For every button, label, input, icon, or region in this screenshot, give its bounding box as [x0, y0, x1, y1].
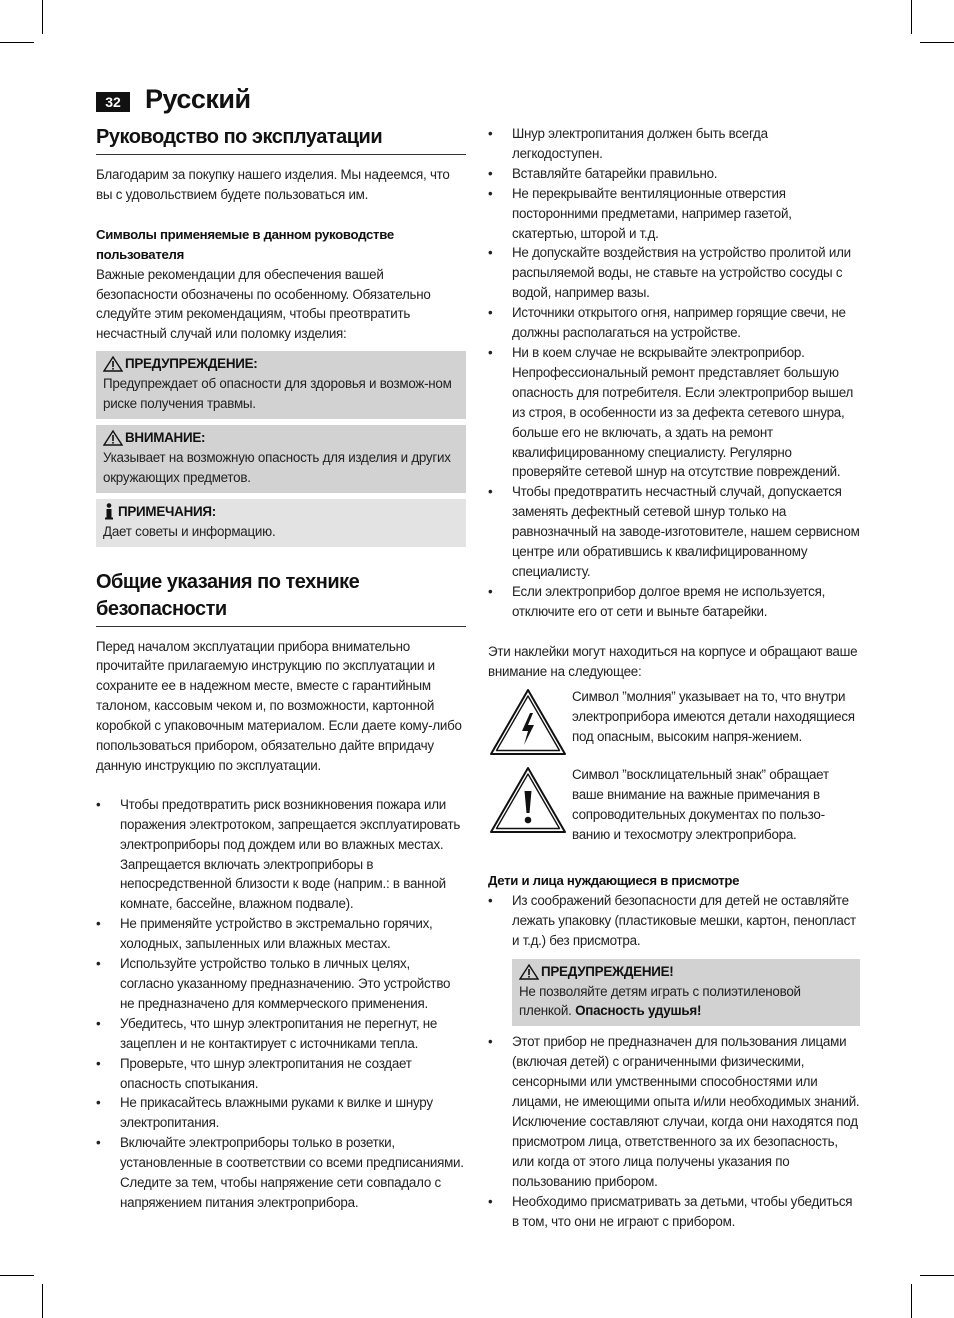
- symbols-heading: Символы применяемые в данном руководстве пользователя: [96, 226, 394, 262]
- lightning-symbol-row: [488, 687, 860, 763]
- lightning-warning-icon: [488, 687, 568, 757]
- list-item: • Не применяйте устройство в экстремально горячих, холодных, запыленных или влажных местах.: [96, 914, 466, 954]
- crop-mark: [0, 42, 34, 43]
- intro-text: Благодарим за покупку нашего изделия. Мы надеемся, что вы с удовольствием будете пользоваться им.: [96, 167, 450, 202]
- warning-box: [96, 351, 466, 419]
- labels-intro: Эти наклейки могут находиться на корпусе и обращают ваше внимание на следующее:: [488, 643, 858, 679]
- list-item: • Необходимо присматривать за детьми, чтобы убедиться в том, что они не играют с прибором.: [488, 1192, 860, 1232]
- crop-mark: [911, 0, 912, 34]
- crop-mark: [920, 1275, 954, 1276]
- list-item: • Этот прибор не предназначен для пользования лицами (включая детей) с ограниченными физическими, сенсорными или умственными способностями или лицами, не имеющими опыта и/или необходимых знаний. Исключение составляют случаи, когда они находятся под присмотром лица, ответственного за их безопасность, или когда от этого лица получены указания по пользованию прибором.: [488, 1032, 860, 1191]
- exclamation-text: Символ ”восклицательный знак” обращает ваше внимание на важные примечания в сопроводительных документах по пользо-ванию и техосмотру электроприбора.: [572, 767, 829, 843]
- warning-box-children: [512, 959, 860, 1027]
- crop-mark: [920, 42, 954, 43]
- list-item: • Включайте электроприборы только в розетки, установленные в соответствии со всеми предписаниями. Следите за тем, чтобы напряжение сети совпадало с напряжением питания электроприбора.: [96, 1133, 466, 1213]
- children-heading: Дети и лица нуждающиеся в присмотре: [488, 873, 740, 888]
- safety-list: [96, 795, 466, 1213]
- note-box: [96, 499, 466, 547]
- list-item: • Источники открытого огня, например горящие свечи, не должны располагаться на устройстве.: [488, 303, 860, 343]
- note-title: ПРИМЕЧАНИЯ:: [118, 503, 216, 519]
- crop-mark: [911, 1284, 912, 1318]
- safety-intro: Перед началом эксплуатации прибора внимательно прочитайте прилагаемую инструкцию по эксплуатации и сохраните ее в надежном месте, вместе с гарантийным талоном, кассовым чеком и, по возможности, картонной коробкой с упаковочным материалом. Если даете кому-либо попользоваться прибором, обязательно дайте впридачу данную инструкцию по эксплуатации.: [96, 638, 462, 773]
- list-item: • Не перекрывайте вентиляционные отверстия посторонними предметами, например газетой, скатертью, шторой и т.д.: [488, 184, 860, 244]
- lightning-text: Символ ”молния” указывает на то, что внутри электроприбора имеются детали находящиеся под опасным, высоким напря-жением.: [572, 689, 855, 745]
- children-list: [488, 891, 860, 951]
- caution-triangle-icon: [103, 430, 123, 446]
- warning-text-plain: Не позволяйте детям играть с полиэтиленовой пленкой.: [519, 983, 801, 1019]
- page-title: Русский: [145, 84, 251, 114]
- list-item: • Чтобы предотвратить несчастный случай, допускается заменять дефектный сетевой шнур только на равнозначный на заводе-изготовителе, нашем сервисном центре или обратившись к квалифицированному специалисту.: [488, 482, 860, 582]
- note-text: Дает советы и информацию.: [103, 523, 276, 539]
- list-item: • Используйте устройство только в личных целях, согласно указанному предназначению. Это устройство не предназначено для коммерческого применения.: [96, 954, 466, 1014]
- warning-triangle-icon: [519, 964, 539, 980]
- list-item: • Чтобы предотвратить риск возникновения пожара или поражения электротоком, запрещается эксплуатировать электроприборы под дождем или во влажных местах. Запрещается включать электроприборы в непосредственной близости к воде (наприм.: в ванной комнате, бассейне, влажном подвале).: [96, 795, 466, 914]
- caution-text: Указывает на возможную опасность для изделия и других окружающих предметов.: [103, 449, 451, 485]
- crop-mark: [42, 0, 43, 34]
- list-item: • Убедитесь, что шнур электропитания не перегнут, не зацеплен и не контактирует с источниками тепла.: [96, 1014, 466, 1054]
- info-icon: [103, 503, 115, 520]
- crop-mark: [0, 1275, 34, 1276]
- list-item: • Из соображений безопасности для детей не оставляйте лежать упаковку (пластиковые мешки, картон, пенопласт и т.д.) без присмотра.: [488, 891, 860, 951]
- warning-title: ПРЕДУПРЕЖДЕНИЕ:: [125, 356, 258, 372]
- list-item: • Если электроприбор долгое время не используется, отключите его от сети и выньте батарейки.: [488, 582, 860, 622]
- list-item: • Не прикасайтесь влажными руками к вилке и шнуру электропитания.: [96, 1093, 466, 1133]
- warning-text-bold: Опасность удушья!: [575, 1003, 702, 1019]
- symbols-intro: Важные рекомендации для обеспечения вашей безопасности обозначены по особенному. Обязательно следуйте этим рекомендациям, чтобы преотвратить несчастный случай или поломку изделия:: [96, 266, 431, 342]
- warning-title: ПРЕДУПРЕЖДЕНИЕ!: [541, 963, 674, 979]
- warning-text: [519, 982, 852, 1022]
- list-item: • Проверьте, что шнур электропитания не создает опасность спотыкания.: [96, 1054, 466, 1094]
- right-column: [488, 124, 860, 1231]
- page-number: 32: [96, 92, 130, 112]
- list-item: • Вставляйте батарейки правильно.: [488, 164, 860, 184]
- caution-box: [96, 425, 466, 493]
- warning-text: Предупреждает об опасности для здоровья и возмож-ном риске получения травмы.: [103, 376, 452, 412]
- capability-list: [488, 1032, 860, 1231]
- safety-list-continued: [488, 124, 860, 622]
- manual-title: Руководство по эксплуатации: [96, 124, 466, 155]
- list-item: • Не допускайте воздействия на устройство пролитой или распыляемой воды, не ставьте на устройство сосуды с водой, например вазы.: [488, 243, 860, 303]
- caution-title: ВНИМАНИЕ:: [125, 429, 206, 445]
- warning-triangle-icon: [103, 356, 123, 372]
- exclamation-warning-icon: [488, 765, 568, 835]
- safety-title: Общие указания по технике безопасности: [96, 569, 466, 627]
- list-item: • Ни в коем случае не вскрывайте электроприбор. Непрофессиональный ремонт представляет большую опасность для потребителя. Если электроприбор вышел из строя, в особенности из за дефекта сетевого шнура, больше его не включать, а здать на ремонт квалифицированному специалисту. Регулярно проверяйте сетевой шнур на отсутствие повреждений.: [488, 343, 860, 482]
- exclamation-symbol-row: [488, 765, 860, 845]
- left-column: [96, 124, 466, 1213]
- list-item: • Шнур электропитания должен быть всегда легкодоступен.: [488, 124, 860, 164]
- crop-mark: [42, 1284, 43, 1318]
